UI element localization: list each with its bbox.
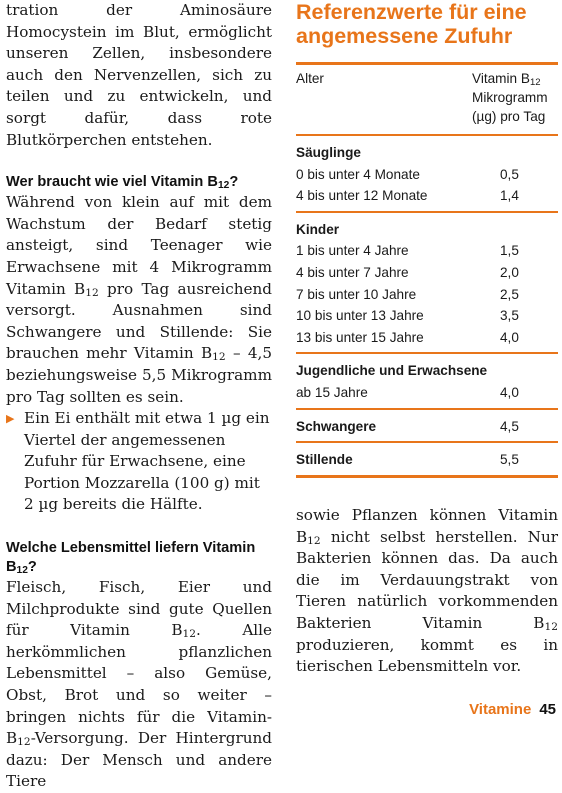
right-paragraph: sowie Pflanzen können Vitamin $B_{12}$ nicht selbst herstellen. Nur Bakterien können das. Da auch die im Verdauungstrakt von Tieren natürlich vorkommenden Bakterien Vitamin $B_{12}$ produzieren, kommt es in tierischen Lebensmitteln vor. <box>296 506 558 676</box>
col-header-age: Alter <box>296 71 324 86</box>
group-label: Kinder <box>296 221 340 237</box>
tip-text: Ein Ei enthält mit etwa 1 µg ein Viertel der angemessenen Zufuhr für Erwachsene, eine Portion Mozzarella (100 g) mit 2 µg bereits die Hälfte. <box>24 409 270 514</box>
table-row: 1 bis unter 4 Jahre 1,5 <box>296 243 519 259</box>
group-pregnant <box>296 410 558 442</box>
right-column <box>296 505 558 678</box>
group-label: Jugendliche und Erwachsene <box>296 363 488 379</box>
food-paragraph: Fleisch, Fisch, Eier und Milchprodukte sind gute Quellen für Vitamin $B_{12}$. Alle herkömmlichen pflanzlichen Lebensmittel – also Gemüse, Obst, Brot und so weiter – bringen nichts für die Vitamin-$B_{12}$-Versorgung. Der Hintergrund dazu: Der Mensch und andere Tiere <box>6 578 272 791</box>
group-label: Säuglinge <box>296 145 361 160</box>
left-column <box>6 0 272 793</box>
page-number: 45 <box>539 701 556 718</box>
group-children <box>296 213 558 353</box>
footer-section-name: Vitamine <box>469 701 532 718</box>
table-bottom-rule <box>296 475 558 478</box>
heading-who-needs: Wer braucht wie viel Vitamin $B_{12}$? <box>6 174 239 192</box>
table-title: Referenzwerte für eine angemessene Zufuhr <box>296 0 527 48</box>
who-paragraph: Während von klein auf mit dem Wachstum der Bedarf stetig ansteigt, sind Teenager wie Erwachsene mit 4 Mikrogramm Vitamin $B_{12}$ pro Tag ausreichend versorgt. Ausnahmen sind Schwangere und Stillende: Sie brauchen mehr Vitamin $B_{12} - 4,5$ beziehungsweise 5,5 Mikrogramm pro Tag sollten es sein. <box>6 193 272 406</box>
group-youth-adults <box>296 354 558 407</box>
group-nursing <box>296 443 558 475</box>
table-row: ab 15 Jahre 4,0 <box>296 384 519 400</box>
table-row: Schwangere 4,5 <box>296 418 519 434</box>
col-header-value: Vitamin $B_{12}$ Mikrogramm (µg) pro Tag <box>472 71 548 124</box>
group-infants <box>296 136 558 211</box>
table-row: 7 bis unter 10 Jahre 2,5 <box>296 286 519 302</box>
table-row: 13 bis unter 15 Jahre 4,0 <box>296 329 519 345</box>
table-row: 0 bis unter 4 Monate 0,5 <box>296 166 519 182</box>
table-row: 4 bis unter 7 Jahre 2,0 <box>296 264 519 280</box>
intro-paragraph: tration der Aminosäure Homocystein im Blut, ermöglicht unseren Zellen, insbesondere auch den Nervenzellen, sich zu teilen und zu entwickeln, und sorgt dafür, dass rote Blutkörperchen entstehen. <box>6 1 272 149</box>
table-row: Stillende 5,5 <box>296 452 519 468</box>
table-header-row <box>296 65 558 134</box>
page-footer <box>469 700 556 720</box>
reference-values-table <box>296 0 558 478</box>
table-row: 10 bis unter 13 Jahre 3,5 <box>296 308 519 324</box>
heading-which-foods: Welche Lebensmittel liefern Vitamin $B_{12}$? <box>6 540 256 577</box>
table-row: 4 bis unter 12 Monate 1,4 <box>296 188 519 204</box>
triangle-bullet-icon: ▶ <box>6 412 15 426</box>
tip-bullet <box>6 408 272 516</box>
